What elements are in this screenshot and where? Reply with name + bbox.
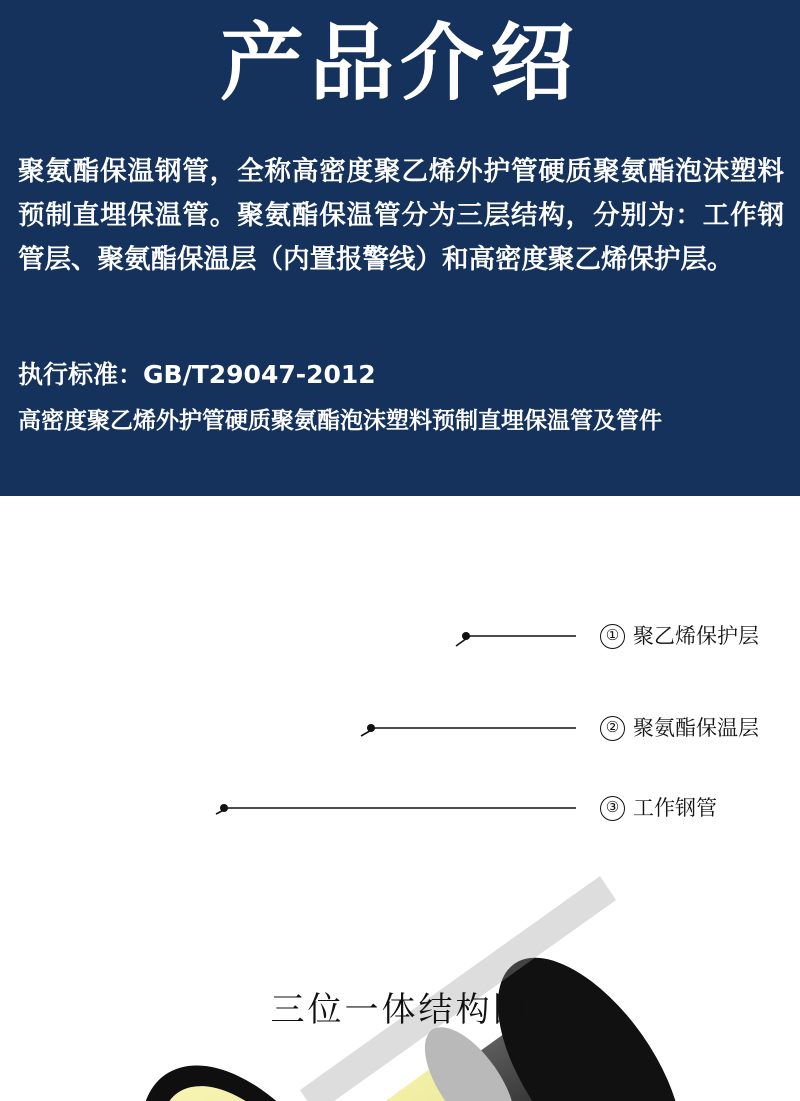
callout-1 [600, 622, 759, 649]
callout-3-number: ③ [600, 796, 625, 821]
callout-1-label: 聚乙烯保护层 [633, 624, 759, 648]
callout-3 [600, 794, 717, 821]
structure-figure [0, 496, 800, 1101]
leader-lines [216, 636, 576, 814]
leader-dot-3 [220, 804, 228, 812]
standard-code-line: 执行标准：GB/T29047-2012 [18, 360, 376, 389]
leader-dots [220, 632, 470, 812]
leader-dot-2 [367, 724, 375, 732]
standard-title-line: 高密度聚乙烯外护管硬质聚氨酯泡沫塑料预制直埋保温管及管件 [18, 408, 662, 434]
callout-2-number: ② [600, 716, 625, 741]
page-title: 产品介绍 [219, 14, 580, 112]
callout-2-label: 聚氨酯保温层 [633, 716, 759, 740]
callout-2 [600, 714, 759, 741]
callout-3-label: 工作钢管 [633, 796, 717, 820]
intro-paragraph: 聚氨酯保温钢管，全称高密度聚乙烯外护管硬质聚氨酯泡沫塑料预制直埋保温管。聚氨酯保温管分为三层结构，分别为：工作钢管层、聚氨酯保温层（内置报警线）和高密度聚乙烯保护层。 [18, 156, 784, 275]
leader-dot-1 [462, 632, 470, 640]
figure-caption: 三位一体结构图 [270, 990, 530, 1030]
callout-1-number: ① [600, 624, 625, 649]
intro-banner [0, 0, 800, 496]
